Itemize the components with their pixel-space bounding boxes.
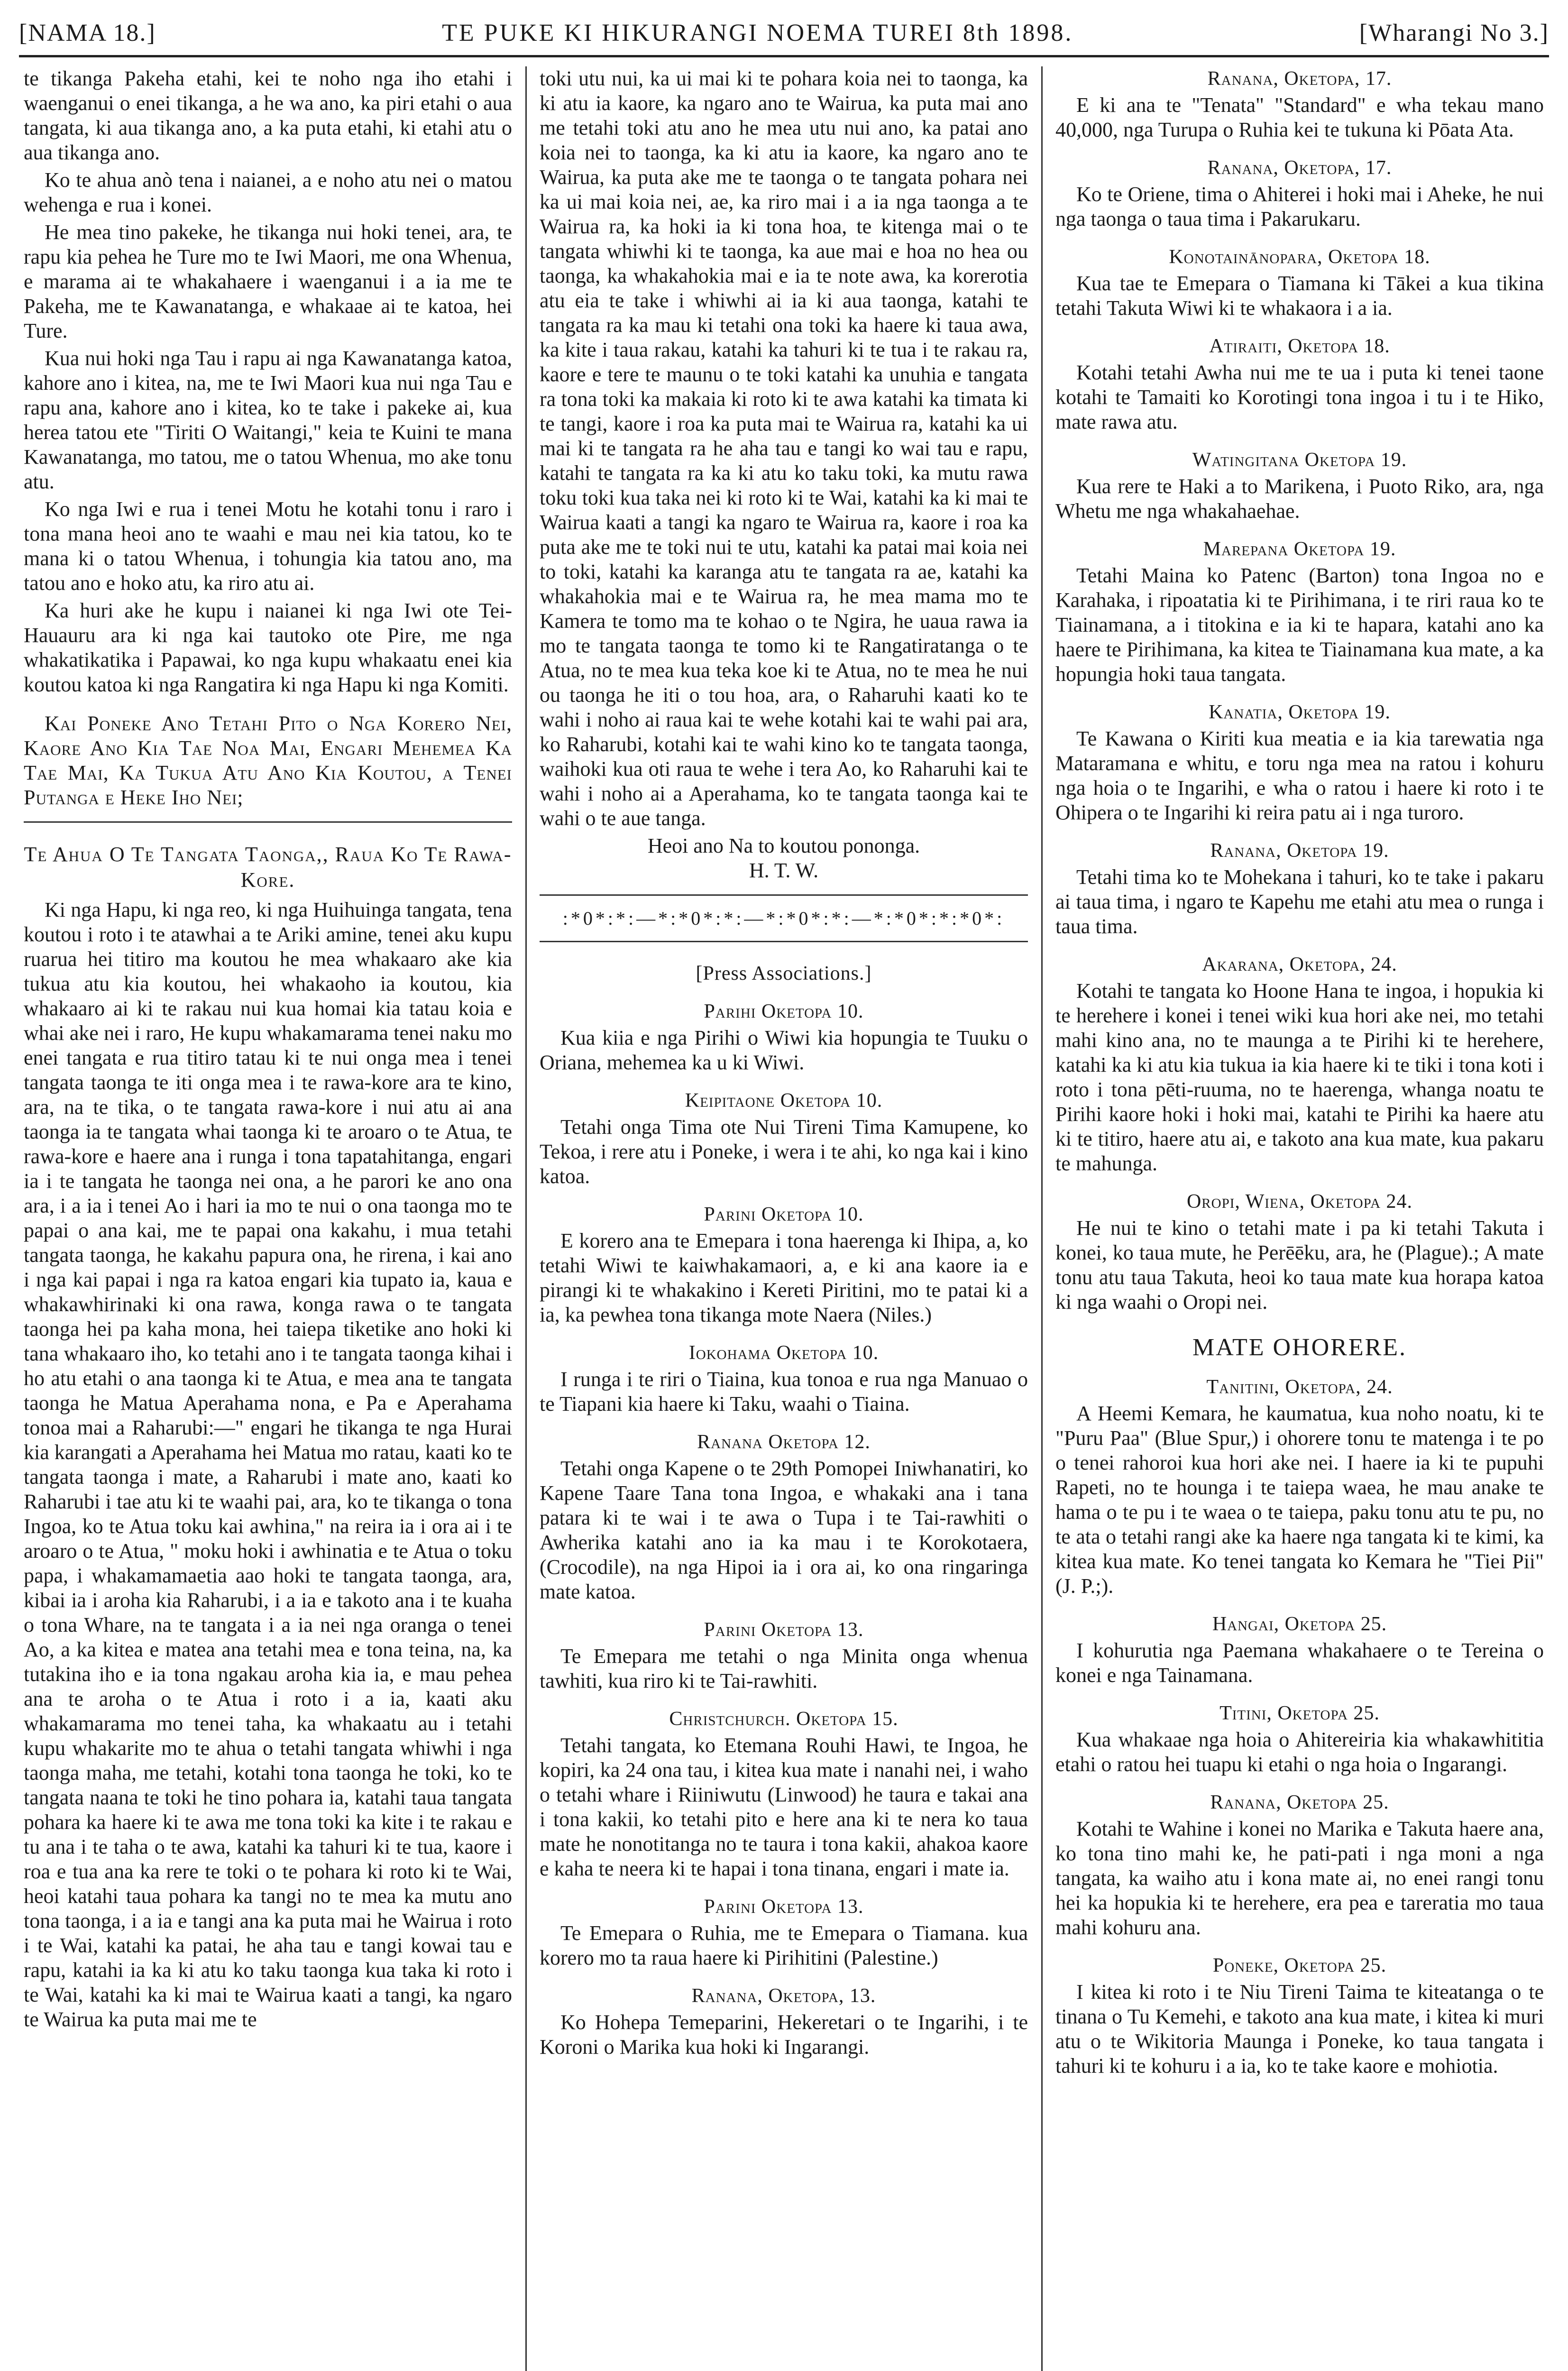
dateline: Ranana Oketopa 12. <box>697 1431 871 1453</box>
news-item: E korero ana te Emepara i tona haerenga ki Ihipa, a, ko tetahi Wiwi te kaiwhakamaori, a, e ki ana kaore ia e pirangi ki te whakakino i Kereti Piritini, mo te patai ki a ia, ka pewhea tona tikanga mote Naera (Niles.) <box>540 1229 1028 1326</box>
news-item: E ki ana te "Tenata" "Standard" e wha tekau mano 40,000, nga Turupa o Ruhia kei te tukuna ki Pōata Ata. <box>1055 93 1544 141</box>
paragraph: te tikanga Pakeha etahi, kei te noho nga iho etahi i waenganui o enei tikanga, a he wa ano, ka piri etahi o aua tangata, ki aua tikanga ano, a ka puta etahi, ki etahi atu o aua tikanga ano. <box>24 67 512 164</box>
news-item: Tetahi tima ko te Mohekana i tahuri, ko te take i pakaru ai taua tima, i ngaro te Kapehu me etahi atu mea o runga i taua tima. <box>1055 865 1544 938</box>
page-number: [Wharangi No 3.] <box>1359 19 1549 46</box>
dateline: Kanatia, Oketopa 19. <box>1209 701 1391 723</box>
dateline: Titini, Oketopa 25. <box>1220 1702 1380 1724</box>
dateline: Akarana, Oketopa, 24. <box>1202 954 1397 975</box>
news-item: Tetahi onga Tima ote Nui Tireni Tima Kamupene, ko Tekoa, i rere atu i Poneke, i wera i te ahi, ko nga kai i kino katoa. <box>540 1115 1028 1188</box>
news-item: Kua rere te Haki a to Marikena, i Puoto Riko, ara, nga Whetu me nga whakahaehae. <box>1055 475 1544 523</box>
news-item: I kohurutia nga Paemana whakahaere o te Tereina o konei e nga Tainamana. <box>1055 1639 1544 1687</box>
news-item: Tetahi onga Kapene o te 29th Pomopei Iniwhanatiri, ko Kapene Taare Tana tona Ingoa, e whakaki ana i tana patara ki te wai i te awa o Tupa i te Tai-rawhiti o Awherika katahi ano ia ka mau i te Korokotaera, (Crocodile), na nga Hipoi ia i ora ai, ko ona ringaringa mate katoa. <box>540 1457 1028 1603</box>
news-item: I kitea ki roto i te Niu Tireni Taima te kiteatanga o te tinana o Tu Kemehi, e takoto ana kua mate, i kitea ki muri atu o te Wikitoria Maunga i Poneke, ko taua tangata i tahuri ki te kohuru i a ia, ko te take kaore e mohiotia. <box>1055 1980 1544 2077</box>
dateline: Poneke, Oketopa 25. <box>1212 1955 1387 1976</box>
dateline: Marepana Oketopa 19. <box>1203 538 1396 560</box>
issue-number: [NAMA 18.] <box>19 19 156 46</box>
press-associations-heading: [Press Associations.] <box>696 963 872 984</box>
masthead <box>19 14 1549 51</box>
news-item: He nui te kino o tetahi mate i pa ki tetahi Takuta i konei, ko taua mute, he Perēēku, ara, he (Plague).; A mate tonu atu taua Takuta, heoi ko taua mate kua horapa katoa ki nga waahi o Oropi nei. <box>1055 1216 1544 1314</box>
dateline: Atiraiti, Oketopa 18. <box>1209 335 1390 357</box>
ornament-rule: :*0*:*:—*:*0*:*:—*:*0*:*:—*:*0*:*:*0*: <box>562 908 1005 929</box>
news-item: Te Emepara o Ruhia, me te Emepara o Tiamana. kua korero mo ta raua haere ki Pirihitini (Palestine.) <box>540 1921 1028 1969</box>
notice-text: Kai Poneke Ano Tetahi Pito o Nga Korero Nei, Kaore Ano Kia Tae Noa Mai, Engari Mehemea Ka Tae Mai, Ka Tukua Atu Ano Kia Koutou, a Tenei Putanga e Heke Iho Nei; <box>24 712 512 809</box>
dateline: Ranana, Oketopa, 17. <box>1207 157 1392 179</box>
dateline: Watingitana Oketopa 19. <box>1192 449 1407 471</box>
news-item: Kua tae te Emepara o Tiamana ki Tākei a kua tikina tetahi Takuta Wiwi ki te whakaora i a ia. <box>1055 272 1544 320</box>
news-item: Kua whakaae nga hoia o Ahitereiria kia whakawhititia etahi o ratou hei tuapu ki etahi o nga hoia o Ingarangi. <box>1055 1728 1544 1776</box>
section-rule <box>540 894 1028 896</box>
column-3 <box>1055 66 1544 2371</box>
dateline: Ranana, Oketopa, 13. <box>691 1985 876 2007</box>
news-item: Tetahi tangata, ko Etemana Rouhi Hawi, te Ingoa, he kopiri, ka 24 ona tau, i kitea kua mate i nanahi nei, i waho o tetahi whare i Riiniwutu (Linwood) he taura e takai ana i tona kakii, ko tetahi pito e here ana ki te nera ko taua mate he nonotitanga no te taura i tona kakii, ahakoa kaore e kaha te neera ki te hapai i tona tinana, engari i mate ia. <box>540 1734 1028 1880</box>
closing: Heoi ano Na to koutou pononga. <box>647 834 920 857</box>
news-item: Ko te Oriene, tima o Ahiterei i hoki mai i Aheke, he nui nga taonga o taua tima i Pakarukaru. <box>1055 183 1544 230</box>
column-2 <box>540 66 1028 2371</box>
column-1 <box>24 66 512 2371</box>
news-item: Tetahi Maina ko Patenc (Barton) tona Ingoa no e Karahaka, i ripoatatia ki te Pirihimana, i te riri raua ko te Tiainamana, a i titokina e ia ki te hapara, katahi ano ka haere te Pirihimana, ka kitea te Tiainamana kua mate, a ka hopungia hoki taua tangata. <box>1055 564 1544 686</box>
section-heading: MATE OHORERE. <box>1192 1334 1407 1361</box>
news-item: Kotahi tetahi Awha nui me te ua i puta ki tenei taone kotahi te Tamaiti ko Korotingi tona ingoa i tu i te Hiko, mate rawa atu. <box>1055 361 1544 433</box>
paragraph: Ka huri ake he kupu i naianei ki nga Iwi ote Tei-Hauauru ara ki nga kai tautoko ote Pire, me nga whakatikatika i Papawai, ko nga kupu whakaatu enei kia koutou katoa ki nga Rangatira ki nga Hapu ki nga Komiti. <box>24 599 512 696</box>
column-divider <box>525 66 527 2371</box>
dateline: Parini Oketopa 13. <box>704 1619 864 1641</box>
newspaper-page <box>19 14 1549 2371</box>
section-rule <box>24 821 512 823</box>
dateline: Parini Oketopa 10. <box>704 1204 864 1225</box>
news-item: Kotahi te tangata ko Hoone Hana te ingoa, i hopukia ki te herehere i konei i tenei wiki kua hori ake nei, mo tetahi mahi kino ana, no te maunga a te Pirihi ki te herehere, katahi ka ki atu kia tukua ia kia haere ki te tiki i tona koti i roto i tona pēti-ruuma, no te haerenga, whanga noatu te Pirihi kaore hoki i hoki mai, katahi te Pirihi ka haere atu ki te titiro, haere atu ai, e takoto ana kua mate, kua pakaru te mahunga. <box>1055 979 1544 1175</box>
dateline: Hangai, Oketopa 25. <box>1212 1613 1387 1635</box>
dateline: Keipitaone Oketopa 10. <box>685 1090 883 1112</box>
article-heading: Te Ahua O Te Tangata Taonga,, Raua Ko Te Rawa-Kore. <box>24 843 512 891</box>
dateline: Parihi Oketopa 10. <box>704 1001 864 1022</box>
news-item: Te Emepara me tetahi o nga Minita onga whenua tawhiti, kua riro ki te Tai-rawhiti. <box>540 1645 1028 1692</box>
paragraph: Ko te ahua anò tena i naianei, a e noho atu nei o matou wehenga e rua i konei. <box>24 168 512 216</box>
news-item: Te Kawana o Kiriti kua meatia e ia kia tarewatia nga Mataramana e whitu, e toru nga mea na ratou i kohuru nga hoia o te Ingarihi, e wha o ratou i haere ki roto i te Ohipera o te Ingarihi ki reira patu ai i nga turoro. <box>1055 727 1544 824</box>
dateline: Ranana, Oketopa 19. <box>1210 840 1389 862</box>
paragraph: Ko nga Iwi e rua i tenei Motu he kotahi tonu i raro i tona mana heoi ano te waahi e mau nei kia tatou, ko te mana ki o tatou Whenua, i tohungia kia tatou ano, ma tatou ano e hoko atu, ka riro atu ai. <box>24 497 512 595</box>
signature-initials: H. T. W. <box>749 859 819 882</box>
dateline: Ranana, Oketopa, 17. <box>1207 68 1392 90</box>
paragraph: Kua nui hoki nga Tau i rapu ai nga Kawanatanga katoa, kahore ano i kitea, na, me te Iwi Maori kua nui nga Tau e rapu ana, kahore ano i kitea, ko te take i pakeke ai, kua herea tatou ete "Tiriti O Waitangi," keia te Kuini te mana Kawanatanga, mo tatou, me o tatou Whenua, mo ake tonu atu. <box>24 347 512 493</box>
dateline: Christchurch. Oketopa 15. <box>669 1708 899 1730</box>
news-item: I runga i te riri o Tiaina, kua tonoa e rua nga Manuao o te Tiapani kia haere ki Taku, waahi o Tiaina. <box>540 1368 1028 1415</box>
news-item: A Heemi Kemara, he kaumatua, kua noho noatu, ki te "Puru Paa" (Blue Spur,) i ohorere tonu te matenga i te po o tenei rahoroi kua hori ake nei. I haere ia ki te pupuhi Rapeti, no te hounga i te taiepa waea, he mau anake te hama o te pu i te waea o te taiepa, paku tonu atu te pu, no te ata o tetahi rangi ake ka haere nga tangata ki te kimi, ka kitea kua mate. Ko tenei tangata ko Kemara he "Tiei Pii" (J. P.;). <box>1055 1402 1544 1598</box>
paragraph: Ki nga Hapu, ki nga reo, ki nga Huihuinga tangata, tena koutou i roto i te atawhai a te Ariki amine, tenei aku kupu ruarua hei titiro ma koutou he mea whakaaro ake kia tukua atu kia koutou, hei whakaoho ia koutou, kia whakaaro ai ki te rakau nui kua homai kia tatau koia e whai ake nei i raro, He kupu whakamarama tenei naku mo enei tangata e rua titiro tatau ki te nui onga mea i tenei tangata taonga te iti onga mea i te rawa-kore ara te kino, ara, na te tika, o te tangata rawa-kore i nui atu ai ana taonga ia te tangata whai taonga ki te aroaro o te Atua, te rawa-kore e haere ana i runga i tona tapatahitanga, engari ia i te tangata he taonga nei ona, a he parori ke ano ona ara, i a ia i tenei Ao i hari ia mo te nui o ona taonga mo te papai o ana kai, me te papai ona kakahu, i mua tetahi tangata taonga, he kakahu papura ona, he rirena, i kai ano i nga kai papai i nga ra katoa engari kia tupato ia, kaua e whakawhirinaki ki ona rawa, konga rawa o te tangata taonga hei pa kaha mona, hei taiepa tiketike ano hoki ki tana whakaaro iho, ko tetahi ano i te tangata taonga kihai i ho atu etahi o ana taonga ki te Atua, e mea ana te tangata taonga he Matua Aperahama nona, e Pa e Aperahama tonoa mai a Raharubi:—" engari he tikanga te nga Hurai kia karangati a Aperahama hei Matua mo ratau, kaati ko te tangata taonga i mate, a Raharubi i mate ano, kaati ko Raharubi i tae atu ki te waahi pai, ara, ko te tikanga o tona Ingoa, ko te Atua toku kai awhina," na reira ia i ora ai i te aroaro o te Atua, " moku hoki i awhinatia e te Atua o toku papa, i whakamamaetia aao hoki te tangata taonga, ara, kibai ia i aroha kia Raharubi, i a ia e takoto ana i te kuaha o tona Whare, na te tangata i a ia nei nga oranga o tenei Ao, a ka kitea e matea ana tetahi mea e tona teina, na, ka tutakina iho e ia tona ngakau aroha kia ia, e mau pehea ana te aroha o te Atua i roto i a ia, kaati aku whakamarama mo tenei taha, ka whakaatu au i tetahi kupu whakarite mo te ahua o tetahi tangata whiwhi i nga taonga maha, me tetahi, kotahi tona taonga he toki, ko te tangata naana te toki he tino pohara ia, katahi taua tangata pohara ka haere ki te awa me tona toki ka kite i te rakau e tu ana i te taha o te awa, katahi ka tahuri ki te tua, kaore i roa e tua ana ka rere te toki o te pohara ki roto ki te Wai, heoi katahi taua pohara ka tangi no te mea ka mutu ano tona taonga, i a ia e tangi ana ka puta mai he Wairua i roto i te Wai, katahi ka patai, he aha tau e tangi kowai tau e rapu, katahi ia ka ki atu ko taku taonga kua taka ki roto i te Wai, katahi ka ki mai te Wairua kaati a tangi, ka ngaro te Wairua ka puta mai me te <box>24 898 512 2031</box>
dateline: Iokohama Oketopa 10. <box>688 1342 879 1364</box>
dateline: Oropi, Wiena, Oketopa 24. <box>1186 1191 1413 1213</box>
news-item: Kotahi te Wahine i konei no Marika e Takuta haere ana, ko tona tino mahi ke, he pati-pati i nga moni a nga tangata, ka waiho atu i kona mate ai, no enei rangi tonu hei ka hopukia ki te herehere, era pea e tareratia mo taua mahi kohuru ana. <box>1055 1817 1544 1939</box>
news-item: Ko Hohepa Temeparini, Hekeretari o te Ingarihi, i te Koroni o Marika kua hoki ki Ingarangi. <box>540 2011 1028 2059</box>
paper-title: TE PUKE KI HIKURANGI NOEMA TUREI 8th 1898. <box>442 19 1073 46</box>
dateline: Parini Oketopa 13. <box>704 1896 864 1918</box>
section-rule <box>540 941 1028 942</box>
paragraph: toki utu nui, ka ui mai ki te pohara koia nei to taonga, ka ki atu ia kaore, ka ngaro ano te Wairua, ka puta mai ano me tetahi toki atu ano he mea utu nui ano, ka patai ano koia nei to taonga, ka ki atu ia kaore, ka ngaro ano te Wairua, ka puta ake me te taonga o te tangata pohara nei ka ui mai koia nei, ae, ka riro mai i a ia nga taonga a te Wairua ra, ka hoki ia ki tona hoa, te kitenga mai o te tangata whiwhi ki te taonga, ka aue mai e hoa no hea ou taonga, ka whakahokia mai e ia te note awa, ka korerotia atu eia te take i whiwhi ai ia ki aua taonga, katahi te tangata ra ka mau ki tetahi ona toki ka haere ki taua awa, ka kite i taua rakau, katahi ka tahuri ki te tua i te rakau ra, kaore e tere te maunu o te toki katahi ka unuhia e tangata ra tona toki ka makaia ki roto ki te awa katahi ka timata ki te tangi, kaore i roa ka puta mai te Wairua ra, katahi ka ui mai ki te tangata ra he aha tau e tangi ko wai tau e rapu, katahi te tangata ra ka ki atu ko taku toki, ka mutu rawa toku toki kua taka nei ki roto ki te Wai, katahi ka ki mai te Wairua kaati a tangi ka ngaro te Wairua ra, kaore i roa ka puta ake me te toki nui te utu, katahi ka patai mai koia nei to toki, katahi ka karanga atu te tangata ra ae, katahi ka whakahokia mai e te Wairua ra, he mea mama mo te Kamera te tomo ma te kohao o te Ngira, he uaua rawa ia mo te tangata taonga te tomo ki te Rangatiratanga o te Atua, no te mea kua teka koe ki te Atua, no te mea he nui ou taonga he iti o tou hoa, ara, o Raharuhi kaati ko te wahi i noho ai raua kai te wehe kotahi kai te wahi pai ara, ko Raharubi, kotahi kai te wahi kino ko te tangata taonga, waihoki kua oti raua te wehe i tera Ao, ko Raharuhi kai te wahi i noho ai a Aperahama, ko te tangata taonga kai te wahi o te aue tanga. <box>540 67 1028 830</box>
paragraph: He mea tino pakeke, he tikanga nui hoki tenei, ara, te rapu kia pehea he Ture mo te Iwi Maori, me ona Whenua, e marama ai te whakahaere i waenganui i a ia me te Pakeha, me te Kawanatanga, e whakaae ai te katoa, hei Ture. <box>24 221 512 342</box>
dateline: Konotainānopara, Oketopa 18. <box>1169 246 1430 268</box>
news-item: Kua kiia e nga Pirihi o Wiwi kia hopungia te Tuuku o Oriana, mehemea ka u ki Wiwi. <box>540 1026 1028 1074</box>
masthead-rule <box>19 55 1549 57</box>
column-divider <box>1041 66 1043 2371</box>
dateline: Tanitini, Oketopa, 24. <box>1206 1376 1393 1398</box>
dateline: Ranana, Oketopa 25. <box>1210 1792 1389 1813</box>
